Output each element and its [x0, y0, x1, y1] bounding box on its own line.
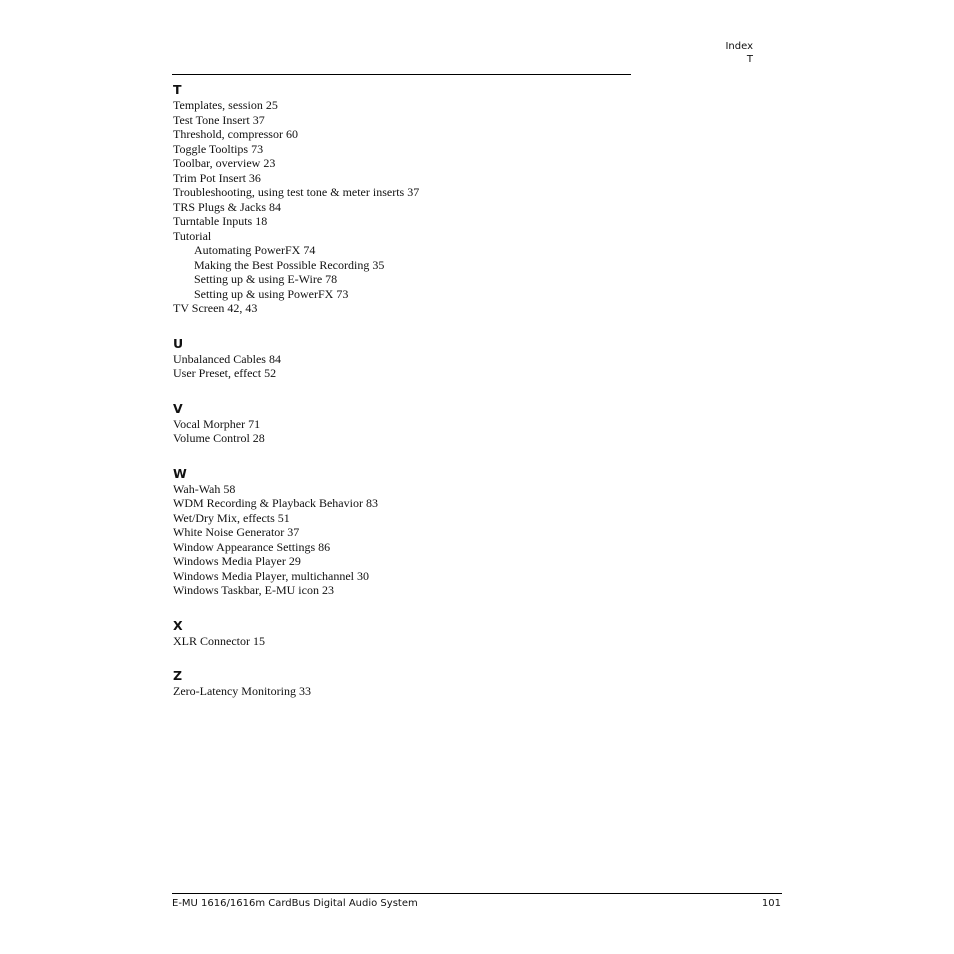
index-entry: Turntable Inputs 18	[173, 214, 268, 228]
index-entry: Window Appearance Settings 86	[173, 539, 331, 554]
index-entry: Windows Media Player 29	[173, 554, 301, 568]
section-letter-heading: Z	[173, 668, 183, 683]
footer-divider	[172, 893, 782, 894]
index-subentry: Making the Best Possible Recording 35	[194, 257, 385, 272]
index-entry: Toolbar, overview 23	[173, 156, 276, 170]
index-entry: Tutorial	[173, 228, 212, 243]
running-header-letter: T	[746, 54, 753, 65]
footer-product-title: E-MU 1616/1616m CardBus Digital Audio System	[172, 898, 418, 909]
index-entry: Templates, session 25	[173, 98, 278, 112]
index-entry: WDM Recording & Playback Behavior 83	[173, 496, 378, 510]
index-entry: Threshold, compressor 60	[173, 127, 298, 141]
index-entry: Unbalanced Cables 84	[173, 351, 281, 366]
index-entry: Test Tone Insert 37	[173, 112, 265, 127]
index-section-u	[173, 335, 633, 381]
index-entry: Troubleshooting, using test tone & meter inserts 37	[173, 185, 420, 199]
section-letter-heading: T	[173, 82, 182, 97]
index-section-z	[173, 667, 633, 699]
index-section-t	[173, 81, 633, 316]
index-list	[173, 81, 633, 699]
index-entry: User Preset, effect 52	[173, 366, 277, 380]
top-divider	[172, 74, 631, 75]
index-subentry: Automating PowerFX 74	[194, 243, 316, 257]
index-entry: TV Screen 42, 43	[173, 301, 258, 315]
index-subentry: Setting up & using PowerFX 73	[194, 286, 349, 301]
index-entry: Windows Media Player, multichannel 30	[173, 568, 369, 583]
index-entry: Trim Pot Insert 36	[173, 170, 261, 185]
index-section-v	[173, 400, 633, 446]
section-letter-heading: W	[173, 465, 187, 481]
index-entry: Volume Control 28	[173, 431, 265, 445]
section-letter-heading: V	[173, 400, 183, 416]
index-section-w	[173, 465, 633, 598]
section-letter-heading: U	[173, 335, 184, 351]
index-entry: Toggle Tooltips 73	[173, 141, 264, 156]
index-entry: Windows Taskbar, E-MU icon 23	[173, 583, 334, 597]
index-entry: Wet/Dry Mix, effects 51	[173, 510, 290, 525]
section-letter-heading: X	[173, 617, 183, 633]
index-entry: Vocal Morpher 71	[173, 416, 261, 431]
running-header	[725, 40, 753, 66]
index-section-x	[173, 617, 633, 649]
index-entry: Wah-Wah 58	[173, 481, 236, 496]
index-entry: Zero-Latency Monitoring 33	[173, 684, 311, 698]
index-entry: White Noise Generator 37	[173, 525, 300, 539]
index-entry: TRS Plugs & Jacks 84	[173, 199, 282, 214]
footer-page-number: 101	[761, 898, 781, 909]
running-header-title: Index	[725, 41, 753, 52]
index-entry: XLR Connector 15	[173, 633, 265, 648]
index-subentry: Setting up & using E-Wire 78	[194, 272, 338, 286]
